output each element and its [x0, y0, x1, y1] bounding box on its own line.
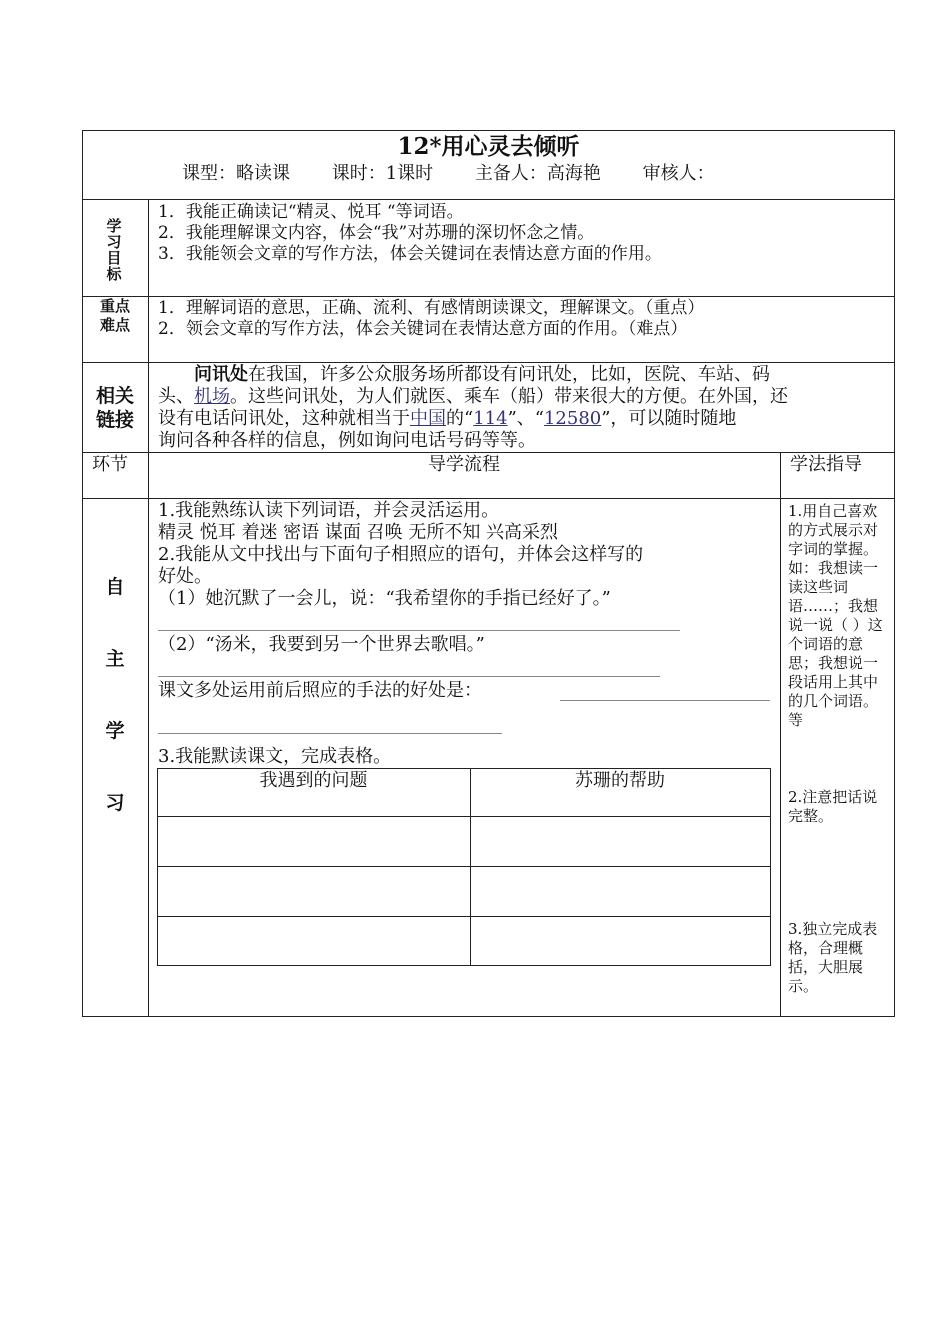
problem-help-table	[157, 768, 771, 966]
question-1: （1）她沉默了一会儿，说：“我希望你的手指已经好了。”	[158, 588, 611, 609]
links-label-2: 链接	[95, 409, 134, 431]
table-cell-problem[interactable]	[158, 817, 470, 866]
self-study-char: 学	[105, 720, 125, 742]
inner-table-line	[770, 768, 771, 966]
lesson-meta	[182, 162, 751, 186]
table-border-top	[82, 130, 895, 131]
question-2: （2）“汤米，我要到另一个世界去歌唱。”	[158, 634, 485, 655]
table-border-right	[894, 130, 895, 1017]
column-header-section: 环节	[92, 454, 128, 475]
table-cell-problem[interactable]	[158, 917, 470, 965]
answer-line-2[interactable]	[158, 676, 660, 677]
links-line	[158, 430, 788, 452]
goal-item: 3．我能领会文章的写作方法，体会关键词在表情达意方面的作用。	[158, 244, 662, 264]
links-text: ”、“	[507, 408, 544, 429]
key-points-list	[158, 298, 704, 340]
difficulty-label: 难点	[99, 316, 130, 334]
key-point-item: 2．领会文章的写作方法，体会关键词在表情达意方面的作用。（难点）	[158, 319, 688, 339]
row-divider	[82, 362, 895, 363]
links-label	[86, 384, 144, 432]
links-text: 的“	[446, 408, 474, 429]
goals-label-text	[104, 218, 124, 282]
answer-line-3[interactable]	[560, 700, 770, 701]
word-list: 精灵 悦耳 着迷 密语 谋面 召唤 无所不知 兴高采烈	[158, 522, 559, 543]
self-study-char: 主	[105, 648, 125, 670]
row-divider	[82, 498, 895, 499]
key-label: 重点	[99, 297, 130, 315]
inner-header-problem: 我遇到的问题	[259, 770, 368, 791]
goal-item: 1．我能正确读记“精灵、悦耳 “等词语。	[158, 202, 464, 222]
self-study-char: 习	[105, 792, 125, 814]
table-cell-help[interactable]	[471, 917, 770, 965]
row-divider	[82, 452, 895, 453]
task-2: 2.我能从文中找出与下面句子相照应的语句，并体会这样写的	[158, 544, 644, 565]
inner-table-line	[157, 768, 771, 769]
preparer: 主备人：高海艳	[474, 163, 601, 184]
inner-table-line	[157, 965, 771, 966]
task-3: 3.我能默读课文，完成表格。	[158, 746, 392, 767]
table-cell-help[interactable]	[471, 817, 770, 866]
guidance-tip-2: 2.注意把话说完整。	[788, 788, 878, 825]
links-line	[158, 408, 788, 430]
answer-line-4[interactable]	[158, 733, 502, 734]
guidance-tip-1: 1.用自己喜欢的方式展示对字词的掌握。如：我想读一读这些词语……；我想说一说（ ）这个词语的意思；我想说一段话用上其中的几个词语。等	[788, 502, 883, 729]
page-title: 12*用心灵去倾听	[397, 133, 580, 160]
lesson-type: 课型：略读课	[182, 163, 290, 184]
links-text: 在我国，许多公众服务场所都设有问讯处，比如，医院、车站、码	[248, 364, 770, 385]
link-airport[interactable]: 机场	[194, 386, 230, 407]
column-header-guidance: 学法指导	[790, 454, 862, 475]
task-2-cont: 好处。	[158, 566, 212, 587]
links-text: ”，可以随时随地	[601, 408, 737, 429]
goals-label-char: 学	[106, 217, 122, 235]
column-divider	[148, 199, 149, 1016]
reviewer: 审核人：	[642, 163, 715, 184]
lesson-time: 课时：1课时	[331, 163, 434, 184]
key-points-label	[88, 297, 142, 335]
link-12580[interactable]: 12580	[543, 408, 602, 429]
link-china[interactable]: 中国	[410, 408, 446, 429]
inner-header-help: 苏珊的帮助	[575, 770, 665, 791]
guidance-tip-3: 3.独立完成表格，合理概括，大胆展示。	[788, 920, 878, 995]
goal-item: 2．我能理解课文内容，体会“我”对苏珊的深切怀念之情。	[158, 223, 595, 243]
self-study-label	[94, 572, 136, 860]
table-border-bottom	[82, 1016, 895, 1017]
row-divider	[82, 199, 895, 200]
links-paragraph	[158, 364, 788, 452]
column-header-process: 导学流程	[428, 454, 500, 475]
goals-label-char: 习	[106, 233, 122, 251]
key-point-item: 1．理解词语的意思，正确、流利、有感情朗读课文，理解课文。（重点）	[158, 298, 705, 318]
links-line	[158, 364, 788, 386]
link-114[interactable]: 114	[473, 408, 508, 429]
table-cell-help[interactable]	[471, 867, 770, 916]
task-1: 1.我能熟练认读下列词语，并会灵活运用。	[158, 500, 500, 521]
answer-line-1[interactable]	[158, 630, 680, 631]
table-border-left	[82, 130, 83, 1017]
links-line	[158, 386, 788, 408]
table-cell-problem[interactable]	[158, 867, 470, 916]
lesson-plan-table	[82, 130, 895, 1017]
goals-label	[104, 218, 124, 282]
goals-label-char: 标	[106, 265, 122, 283]
question-3: 课文多处运用前后照应的手法的好处是：	[158, 680, 482, 701]
goals-label-char: 目	[106, 249, 122, 267]
column-divider	[780, 452, 781, 1016]
links-term: 问讯处	[194, 364, 248, 385]
self-study-char: 自	[105, 576, 125, 598]
row-divider	[82, 296, 895, 297]
goals-list	[158, 202, 662, 265]
links-label-1: 相关	[95, 385, 134, 407]
links-text: 询问各种各样的信息，例如询问电话号码等等。	[158, 430, 536, 451]
links-text: 。这些问讯处，为人们就医、乘车（船）带来很大的方便。在外国，还	[230, 386, 788, 407]
links-text: 头、	[158, 386, 194, 407]
self-study-content	[158, 500, 643, 610]
links-text: 设有电话问讯处，这种就相当于	[158, 408, 410, 429]
